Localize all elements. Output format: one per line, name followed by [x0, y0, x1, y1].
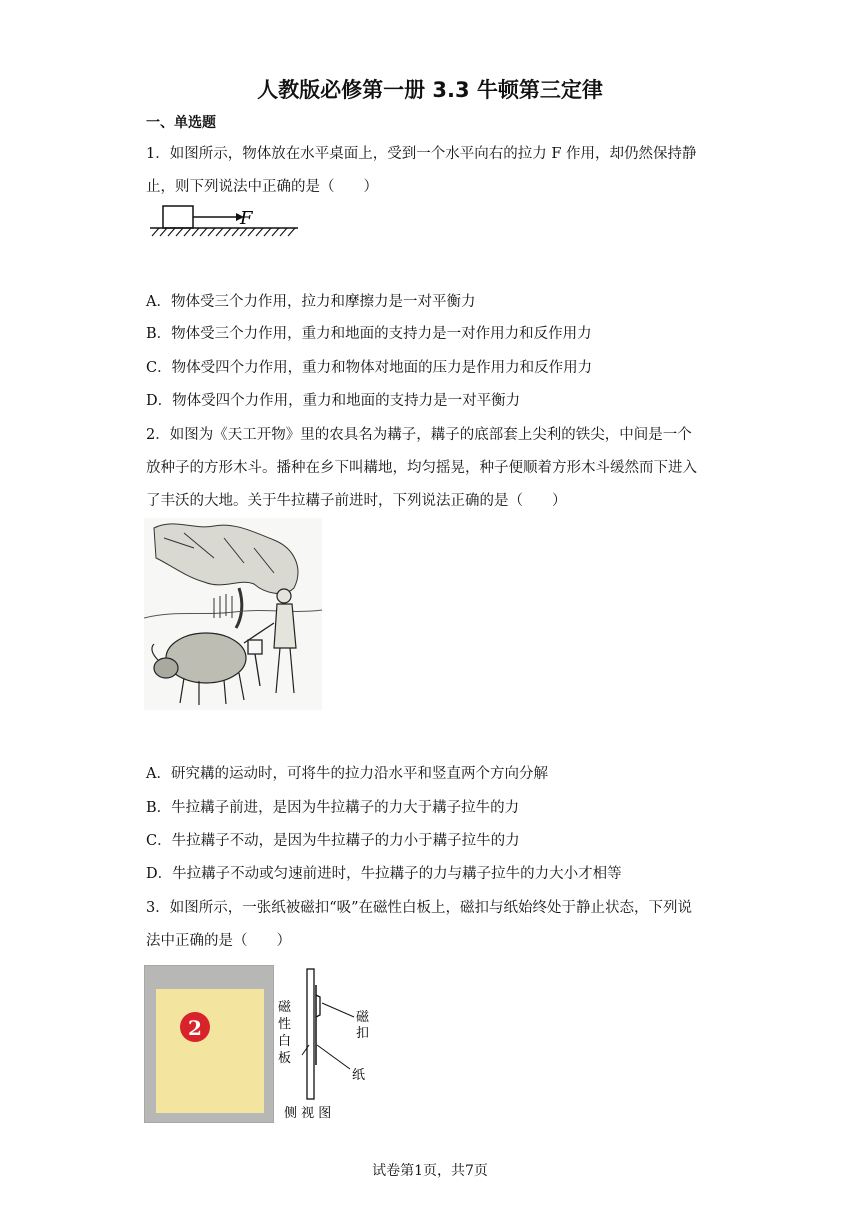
page-title: 人教版必修第一册 3.3 牛顿第三定律 [257, 78, 603, 102]
q2-stem-line3: 了丰沃的大地。关于牛拉耩子前进时，下列说法正确的是（ ） [146, 493, 567, 509]
svg-text:磁: 磁 [356, 1010, 370, 1025]
svg-text:板: 板 [278, 1051, 292, 1066]
q1-option-d: D．物体受四个力作用，重力和地面的支持力是一对平衡力 [146, 393, 521, 409]
q1-stem-line2: 止，则下列说法中正确的是（ ） [146, 179, 378, 195]
q1-figure-block-on-table [146, 200, 306, 242]
section-heading: 一、单选题 [146, 115, 216, 131]
q1-stem-line1: 1．如图所示，物体放在水平桌面上，受到一个水平向右的拉力 F 作用，却仍然保持静 [146, 146, 697, 162]
svg-text:磁: 磁 [278, 1000, 292, 1015]
block [163, 206, 193, 228]
q2-option-d: D．牛拉耩子不动或匀速前进时，牛拉耩子的力与耩子拉牛的力大小才相等 [146, 866, 622, 882]
q1-option-b: B．物体受三个力作用，重力和地面的支持力是一对作用力和反作用力 [146, 326, 592, 342]
magnet-number: 2 [188, 1016, 202, 1040]
svg-text:扣: 扣 [356, 1026, 370, 1041]
q2-stem-line2: 放种子的方形木斗。播种在乡下叫耩地，均匀摇晃，种子便顺着方形木斗缓然而下进入 [146, 460, 697, 476]
table-hatching [152, 228, 295, 236]
q3-stem-line2: 法中正确的是（ ） [146, 933, 291, 949]
q3-stem-line1: 3．如图所示，一张纸被磁扣“吸”在磁性白板上，磁扣与纸始终处于静止状态，下列说 [146, 900, 693, 916]
q1-option-c: C．物体受四个力作用，重力和物体对地面的压力是作用力和反作用力 [146, 360, 593, 376]
q1-option-a: A．物体受三个力作用，拉力和摩擦力是一对平衡力 [146, 294, 476, 310]
q2-option-c: C．牛拉耩子不动，是因为牛拉耩子的力小于耩子拉牛的力 [146, 833, 520, 849]
q2-stem-line1: 2．如图为《天工开物》里的农具名为耩子，耩子的底部套上尖利的铁尖，中间是一个 [146, 427, 692, 443]
board [307, 969, 314, 1099]
force-label: F [240, 208, 253, 229]
svg-text:纸: 纸 [352, 1068, 366, 1083]
q2-figure-ox-and-seeder-woodcut [144, 518, 322, 710]
svg-text:侧 视 图: 侧 视 图 [284, 1106, 332, 1121]
q2-option-a: A．研究耩的运动时，可将牛的拉力沿水平和竖直两个方向分解 [146, 766, 548, 782]
q2-option-b: B．牛拉耩子前进，是因为牛拉耩子的力大于耩子拉牛的力 [146, 800, 520, 816]
page-footer: 试卷第1页，共7页 [372, 1163, 488, 1179]
sticky-note [156, 989, 264, 1113]
svg-text:白: 白 [278, 1034, 292, 1049]
q3-figure-side-view [276, 965, 386, 1125]
svg-text:性: 性 [278, 1017, 292, 1032]
q3-figure-photo [144, 965, 274, 1123]
